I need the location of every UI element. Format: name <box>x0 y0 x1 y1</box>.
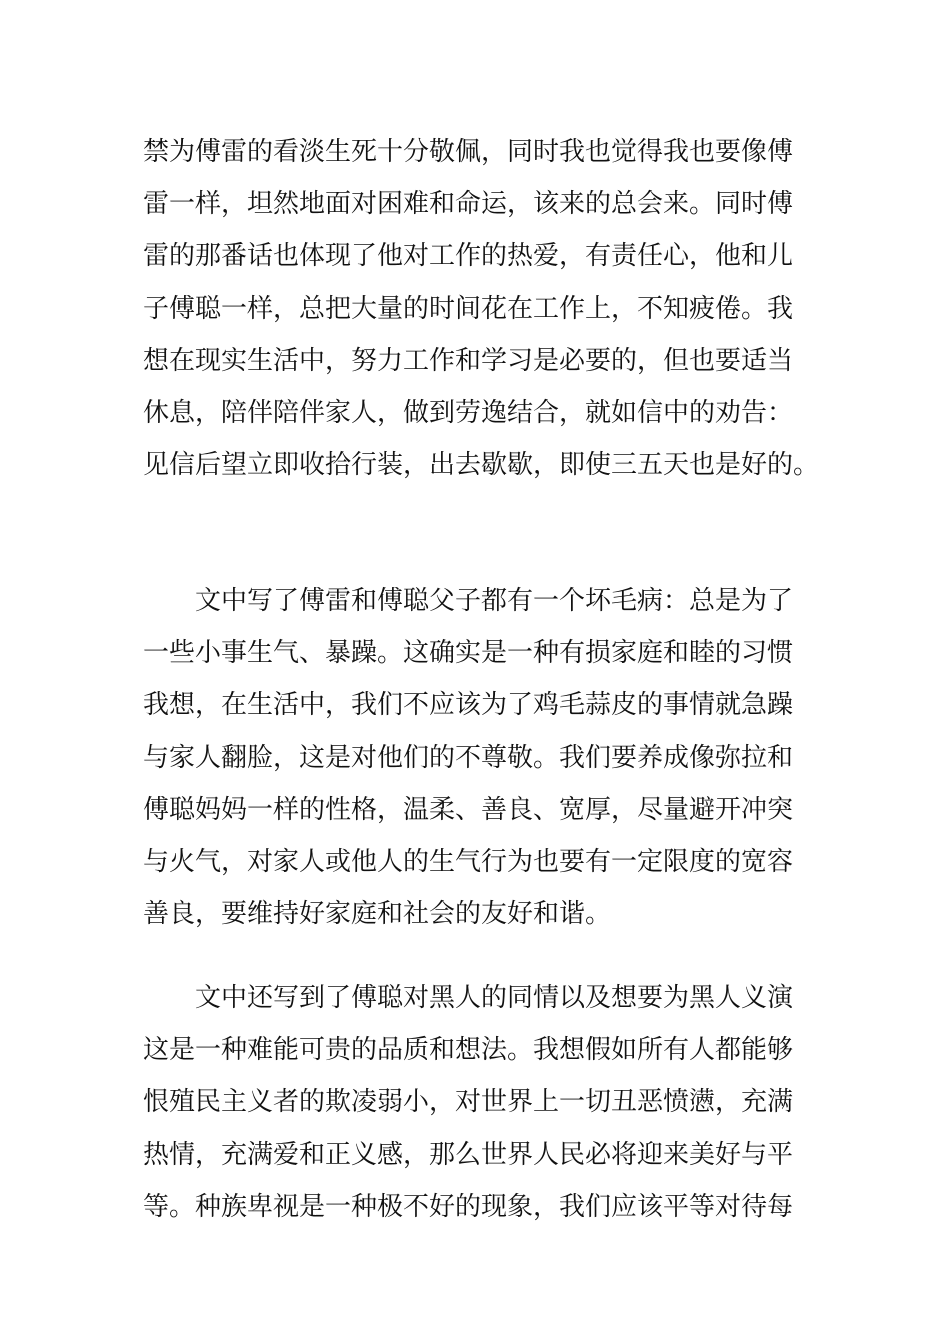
text-line: 子傅聪一样，总把大量的时间花在工作上，不知疲倦。我 <box>143 293 794 324</box>
text-line: 与家人翻脸，这是对他们的不尊敬。我们要养成像弥拉和 <box>143 742 794 773</box>
text-line: 等。种族卑视是一种极不好的现象，我们应该平等对待每 <box>143 1191 794 1222</box>
text-line: 见信后望立即收拾行装，出去歇歇，即使三五天也是好的。 <box>143 450 820 481</box>
text-line: 这是一种难能可贵的品质和想法。我想假如所有人都能够 <box>143 1035 794 1066</box>
text-line: 我想，在生活中，我们不应该为了鸡毛蒜皮的事情就急躁 <box>143 690 794 721</box>
text-line: 傅聪妈妈一样的性格，温柔、善良、宽厚，尽量避开冲突 <box>143 794 794 825</box>
paragraph-3 <box>143 972 813 1233</box>
text-line: 休息，陪伴陪伴家人，做到劳逸结合，就如信中的劝告： <box>143 397 794 428</box>
paragraph-1 <box>143 126 820 491</box>
text-line: 与火气，对家人或他人的生气行为也要有一定限度的宽容 <box>143 846 794 877</box>
text-line: 一些小事生气、暴躁。这确实是一种有损家庭和睦的习惯 <box>143 638 794 669</box>
text-line: 想在现实生活中，努力工作和学习是必要的，但也要适当 <box>143 345 794 376</box>
paragraph-2 <box>143 575 813 940</box>
text-line: 雷一样，坦然地面对困难和命运，该来的总会来。同时傅 <box>143 189 794 220</box>
text-line: 文中还写到了傅聪对黑人的同情以及想要为黑人义演 <box>143 983 794 1013</box>
text-line: 雷的那番话也体现了他对工作的热爱，有责任心，他和儿 <box>143 241 794 272</box>
text-line: 善良，要维持好家庭和社会的友好和谐。 <box>143 899 612 930</box>
text-line: 热情，充满爱和正义感，那么世界人民必将迎来美好与平 <box>143 1139 794 1170</box>
text-line: 文中写了傅雷和傅聪父子都有一个坏毛病：总是为了 <box>143 586 794 616</box>
text-line: 禁为傅雷的看淡生死十分敬佩，同时我也觉得我也要像傅 <box>143 137 794 167</box>
text-line: 恨殖民主义者的欺凌弱小，对世界上一切丑恶愤懑，充满 <box>143 1087 794 1118</box>
